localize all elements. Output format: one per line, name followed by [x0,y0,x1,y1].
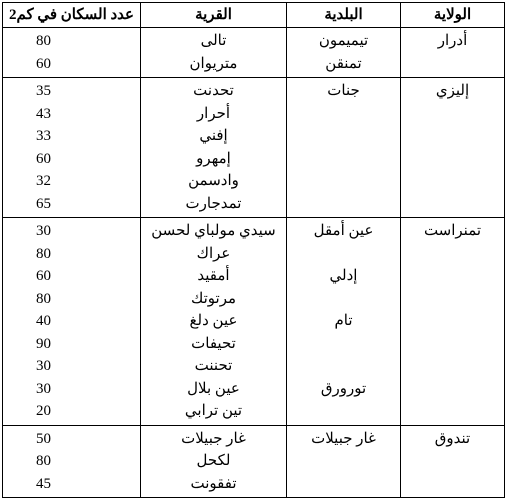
municipality-name [287,148,400,171]
village-name: مرتوتك [190,290,237,307]
wilaya-name [401,378,504,401]
wilaya-name [401,148,504,171]
wilaya-name [401,333,504,356]
municipality-name: تيميمون [318,33,369,49]
header-row [3,3,505,28]
village-name: لكحل [196,453,231,469]
wilaya-name [401,473,504,496]
table-body [3,28,505,498]
population-value: 80 [36,33,51,49]
population-value: 30 [36,380,51,397]
wil-cell [401,425,505,498]
header-wilaya: الولاية [401,3,505,28]
wilaya-name [401,103,504,126]
mun-cell [287,78,401,218]
village-name: وادسمن [188,173,239,189]
village-name: عراك [196,245,231,262]
village-name: تحننت [194,358,233,374]
municipality-name: تورورق [320,380,367,397]
population-value: 80 [36,453,51,469]
header-village: القرية [141,3,287,28]
village-name: إمهرو [196,150,231,167]
pop-cell [3,78,141,218]
vil-cell [141,425,287,498]
village-name: تحيفات [191,335,236,352]
population-value: 30 [36,358,51,374]
population-value: 20 [36,403,51,419]
wil-cell [401,78,505,218]
village-name: عين بلال [187,380,240,397]
population-value: 32 [36,173,51,189]
village-name: أحرار [196,105,231,122]
village-name: تحدنت [193,83,234,99]
municipality-name: إدلي [329,268,358,284]
table-row-group [3,28,505,78]
municipality-name [287,288,400,311]
population-value: 80 [36,245,51,262]
vil-cell [141,78,287,218]
wilaya-name: تندوق [434,430,471,447]
population-value: 33 [36,128,51,144]
municipality-name: جنات [327,83,360,99]
population-value: 50 [36,430,51,447]
municipality-name: غار جبيلات [311,430,376,447]
village-name: أمقيد [197,268,230,284]
wilaya-name [401,53,504,76]
municipality-name [287,103,400,126]
municipality-name [287,125,400,148]
wilaya-name [401,265,504,288]
municipality-name [287,355,400,378]
vil-cell [141,218,287,426]
wilaya-name [401,243,504,266]
mun-cell [287,425,401,498]
table-row-group [3,78,505,218]
municipality-name [287,333,400,356]
wilaya-name [401,125,504,148]
municipality-name: عين أمقل [313,223,374,239]
pop-cell [3,28,141,78]
village-name: غار جبيلات [181,430,246,447]
wilaya-name [401,450,504,473]
population-value: 90 [36,335,51,352]
wil-cell [401,218,505,426]
population-value: 30 [36,223,51,239]
municipality-name [287,193,400,216]
municipality-name [287,243,400,266]
header-municipality: البلدية [287,3,401,28]
municipality-name [287,450,400,473]
table-row-group [3,218,505,426]
population-value: 35 [36,83,51,99]
population-value: 40 [36,313,51,329]
wilaya-name: تمنراست [423,223,482,239]
municipality-name [287,400,400,423]
pop-cell [3,425,141,498]
wil-cell [401,28,505,78]
wilaya-name [401,400,504,423]
table-header [3,3,505,28]
wilaya-name [401,170,504,193]
table-row-group [3,425,505,498]
population-value: 60 [36,268,51,284]
wilaya-name [401,355,504,378]
village-name: تفقونت [190,475,237,492]
pop-cell [3,218,141,426]
village-name: عين دلغ [189,313,238,329]
village-name: سيدي مولباي لحسن [151,223,276,239]
header-population: عدد السكان في كم2 [3,3,141,28]
population-value: 45 [36,475,51,492]
wilaya-name: أدرار [437,33,468,49]
wilaya-name: إليزي [435,83,470,99]
population-value: 60 [36,55,51,72]
wilaya-name [401,288,504,311]
municipality-name: تام [334,313,353,329]
mun-cell [287,218,401,426]
village-name: تمدجارت [185,195,242,212]
municipality-name [287,170,400,193]
population-value: 65 [36,195,51,212]
population-value: 60 [36,150,51,167]
vil-cell [141,28,287,78]
wilaya-name [401,193,504,216]
village-name: تين ترابي [184,403,243,419]
population-value: 80 [36,290,51,307]
population-value: 43 [36,105,51,122]
wilaya-name [401,310,504,333]
village-name: متريوان [189,55,238,72]
municipality-name: تمنقن [325,55,362,72]
population-table [2,2,505,498]
municipality-name [287,473,400,496]
village-name: تالى [200,33,227,49]
mun-cell [287,28,401,78]
village-name: إفني [199,128,228,144]
